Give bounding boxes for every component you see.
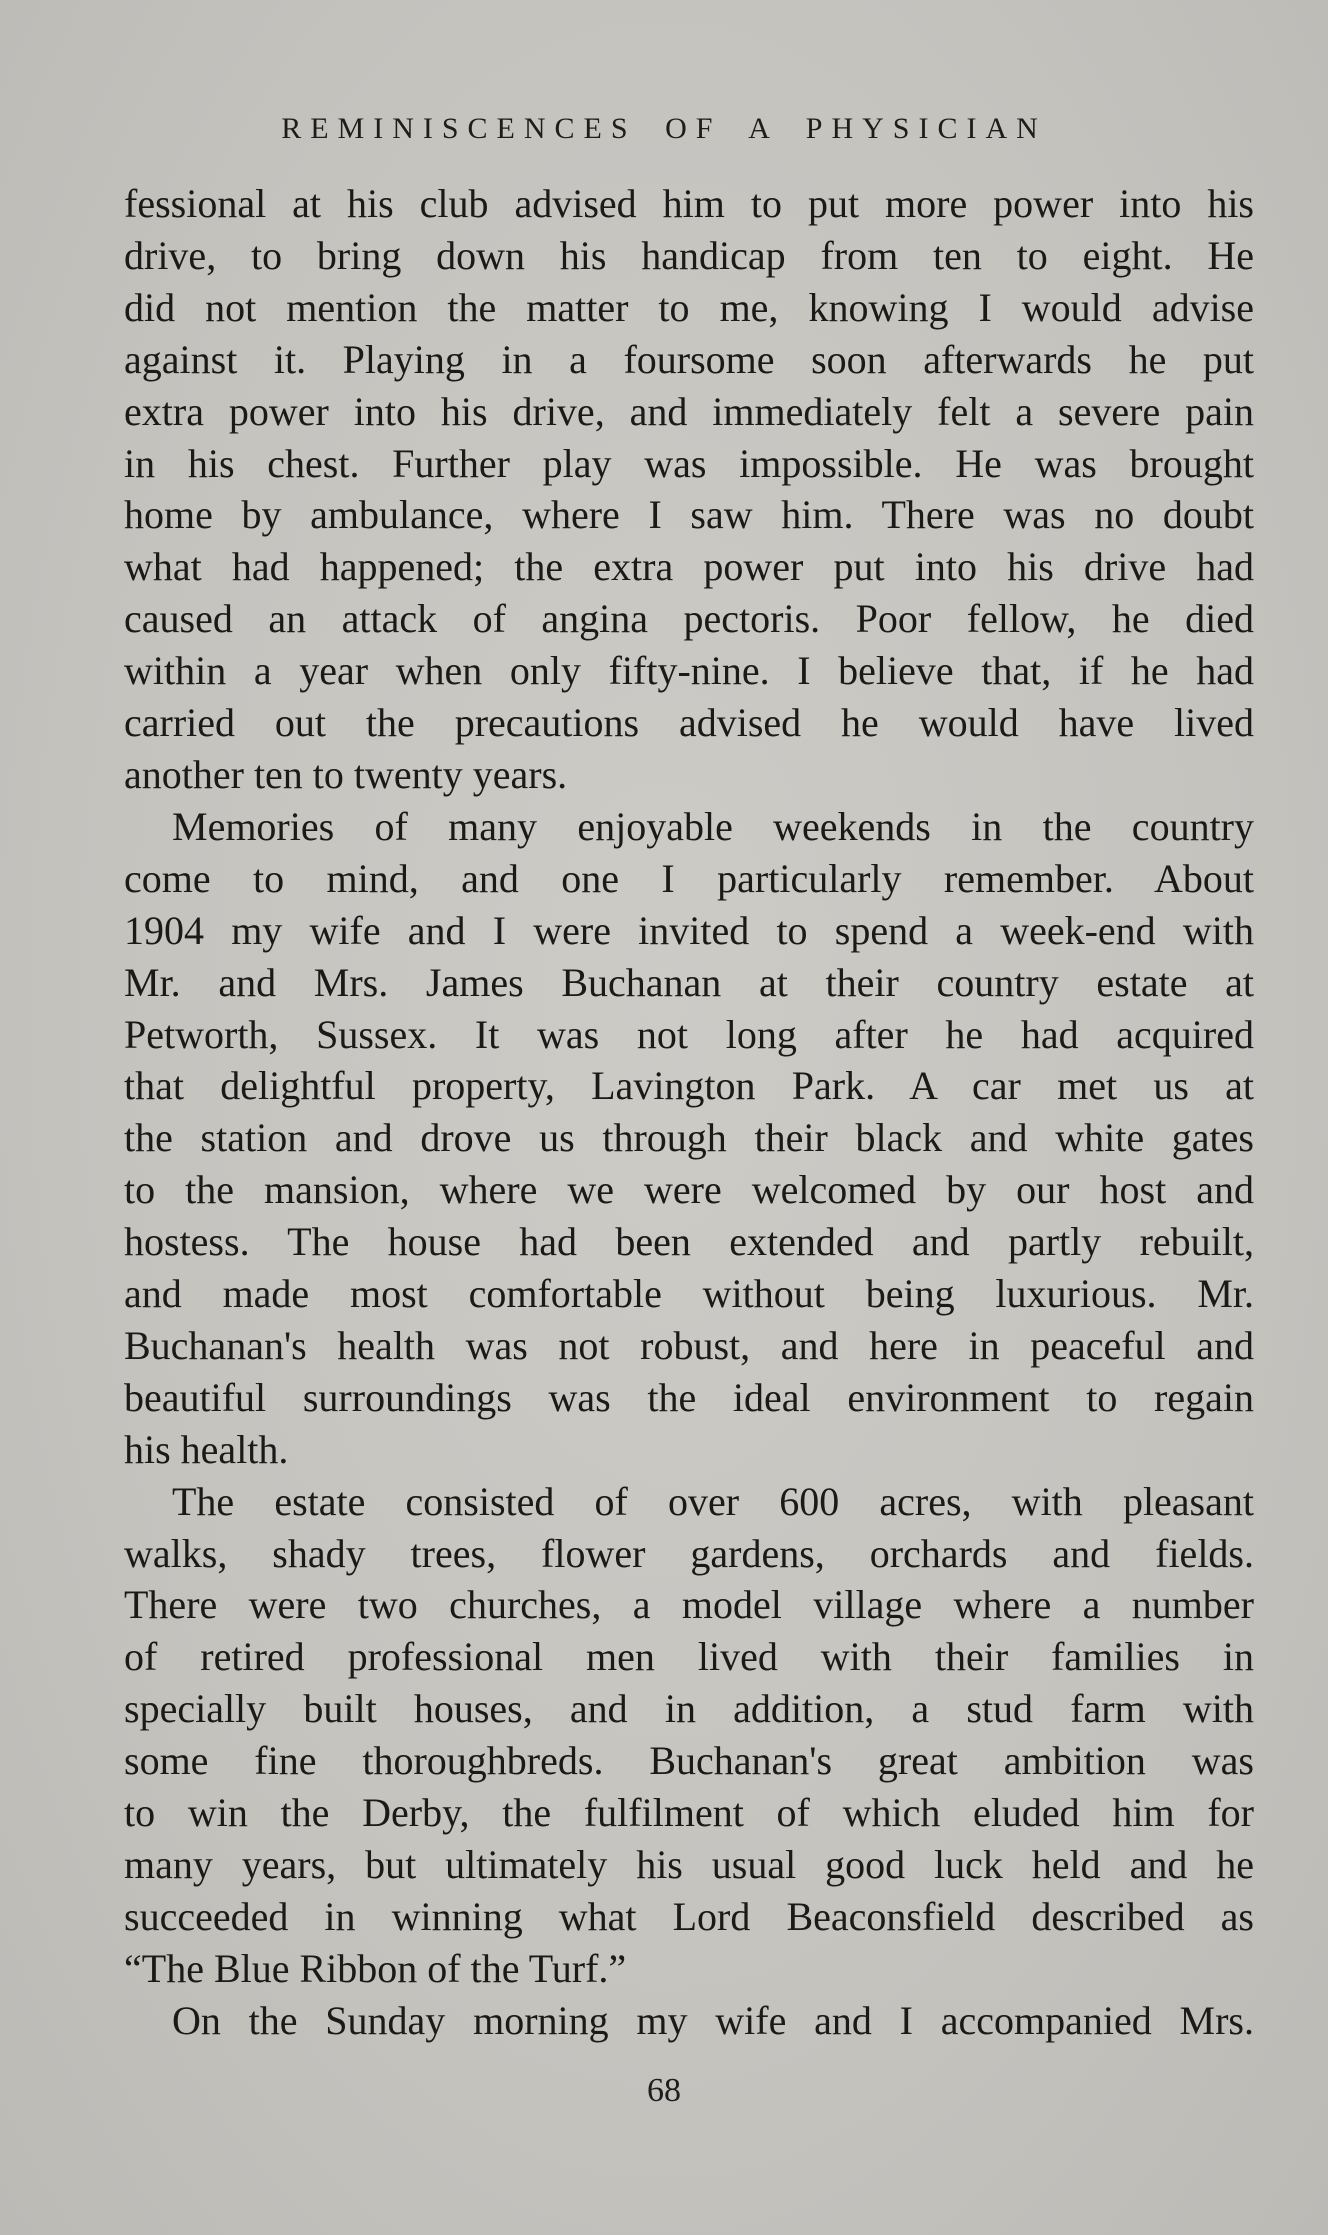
text-line: some fine thoroughbreds. Buchanan's great ambition was [124,1738,1254,1784]
text-line: to the mansion, where we were welcomed by our host and [124,1167,1254,1213]
text-line: specially built houses, and in addition, a stud farm with [124,1686,1254,1732]
text-line: to win the Derby, the fulfilment of which eluded him for [124,1790,1254,1836]
text-line: in his chest. Further play was impossible. He was brought [124,440,1254,486]
text-line: that delightful property, Lavington Park. A car met us at [124,1063,1254,1109]
text-line: many years, but ultimately his usual good luck held and he [124,1842,1254,1887]
text-line: another ten to twenty years. [124,751,568,797]
text-line: hostess. The house had been extended and partly rebuilt, [124,1219,1254,1265]
text-line: The estate consisted of over 600 acres, with pleasant [172,1478,1254,1524]
text-line: drive, to bring down his handicap from ten to eight. He [124,232,1254,278]
text-line: of retired professional men lived with their families in [124,1634,1254,1680]
text-line: Petworth, Sussex. It was not long after he had acquired [124,1011,1254,1057]
text-line: home by ambulance, where I saw him. There was no doubt [124,492,1254,538]
running-head: REMINISCENCES OF A PHYSICIAN [281,112,1047,145]
text-line: caused an attack of angina pectoris. Poor fellow, he died [124,596,1254,642]
text-line: Buchanan's health was not robust, and here in peaceful and [124,1322,1254,1368]
text-line: succeeded in winning what Lord Beaconsfield described as [124,1893,1254,1939]
text-line: what had happened; the extra power put into his drive had [124,544,1254,590]
text-line: 1904 my wife and I were invited to spend a week-end with [124,907,1254,953]
text-line: did not mention the matter to me, knowing I would advise [124,284,1254,330]
text-line: beautiful surroundings was the ideal environment to regain [124,1374,1254,1420]
text-line: Memories of many enjoyable weekends in the country [172,803,1254,849]
text-line: carried out the precautions advised he would have lived [124,700,1254,746]
text-line: the station and drove us through their black and white gates [124,1115,1254,1161]
body-text [124,178,1254,2047]
text-line: come to mind, and one I particularly remember. About [124,855,1254,901]
text-line: against it. Playing in a foursome soon afterwards he put [124,336,1254,382]
text-line: Mr. and Mrs. James Buchanan at their country estate at [124,959,1254,1005]
text-line: walks, shady trees, flower gardens, orchards and fields. [124,1530,1254,1576]
text-line: On the Sunday morning my wife and I accompanied Mrs. [172,1997,1254,2043]
text-line: extra power into his drive, and immediately felt a severe pain [124,388,1254,434]
text-line: There were two churches, a model village where a number [124,1582,1254,1628]
text-line: fessional at his club advised him to put more power into his [124,181,1254,226]
text-line: and made most comfortable without being luxurious. Mr. [124,1271,1254,1317]
text-line: his health. [124,1426,289,1472]
page-number: 68 [647,2072,681,2109]
text-line: “The Blue Ribbon of the Turf.” [124,1945,627,1991]
text-line: within a year when only fifty-nine. I believe that, if he had [124,648,1254,694]
